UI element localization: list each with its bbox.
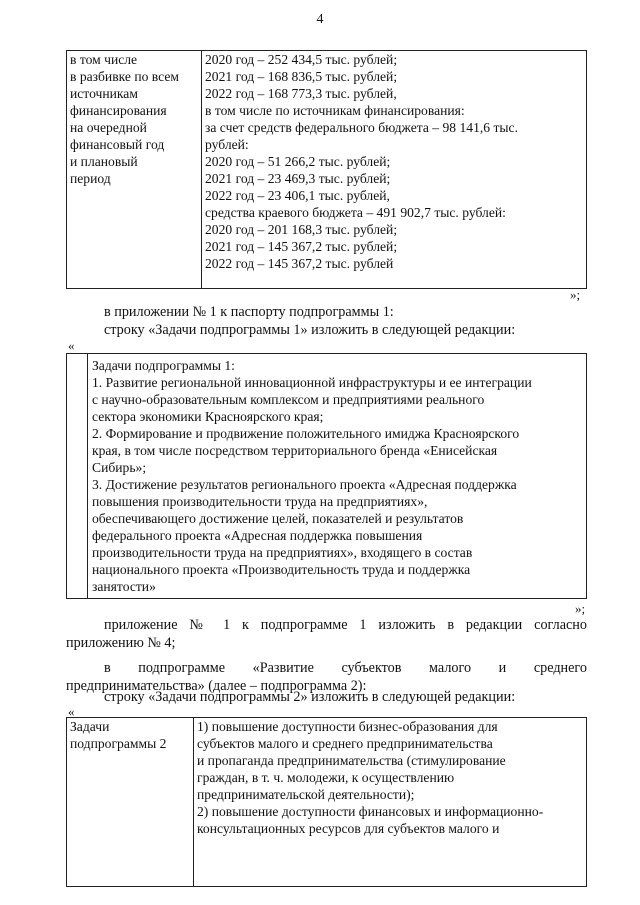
opening-quote: « (68, 338, 75, 353)
label-line: в том числе (70, 52, 138, 67)
paragraph: приложение № 1 к подпрограмме 1 изложить в редакции согласно (104, 617, 587, 633)
task-line: федерального проекта «Адресная поддержка повышения (92, 528, 423, 543)
task-line: края, в том числе посредством территориального бренда «Енисейская (92, 443, 498, 458)
tasks-table-2 (66, 717, 587, 887)
value-line: 2021 год – 168 836,5 тыс. рублей; (205, 69, 398, 84)
task-line: производительности труда на предприятиях», входящего в состав (92, 545, 473, 560)
label-line: в разбивке по всем (70, 69, 179, 84)
closing-quote: »; (575, 601, 586, 616)
paragraph: в приложении № 1 к паспорту подпрограммы 1: (104, 304, 394, 320)
tasks-value-cell (194, 718, 587, 887)
paragraph: строку «Задачи подпрограммы 1» изложить в следующей редакции: (104, 322, 516, 338)
label-line: подпрограммы 2 (70, 736, 167, 751)
empty-cell (67, 354, 88, 599)
value-line: рублей: (205, 137, 249, 152)
funding-label-cell (67, 51, 202, 289)
label-line: и плановый (70, 154, 138, 169)
tasks-label-cell (67, 718, 194, 887)
label-line: на очередной (70, 120, 147, 135)
task-line: сектора экономики Красноярского края; (92, 409, 324, 424)
tasks-cell (88, 354, 587, 599)
value-line: 2020 год – 201 168,3 тыс. рублей; (205, 222, 398, 237)
paragraph: предпринимательства» (далее – подпрограмма 2): (66, 678, 367, 694)
paragraph: в подпрограмме «Развитие субъектов малого и среднего (104, 660, 587, 676)
task-line: 3. Достижение результатов регионального проекта «Адресная поддержка (92, 477, 517, 492)
value-line: граждан, в т. ч. молодежи, к осуществлению (197, 770, 455, 785)
funding-table (66, 50, 587, 289)
value-line: 2) повышение доступности финансовых и информационно- (197, 804, 544, 819)
task-line: национального проекта «Производительность труда и поддержка (92, 562, 471, 577)
value-line: средства краевого бюджета – 491 902,7 тыс. рублей: (205, 205, 506, 220)
task-line: 1. Развитие региональной инновационной инфраструктуры и ее интеграции (92, 375, 532, 390)
value-line: 2021 год – 23 469,3 тыс. рублей; (205, 171, 391, 186)
value-line: 2020 год – 51 266,2 тыс. рублей; (205, 154, 391, 169)
opening-quote: « (68, 704, 75, 719)
funding-value-cell (202, 51, 587, 289)
page-number: 4 (316, 12, 324, 27)
tasks-table-1 (66, 353, 587, 599)
value-line: 2020 год – 252 434,5 тыс. рублей; (205, 52, 398, 67)
label-line: источникам (70, 86, 138, 101)
value-line: 2022 год – 145 367,2 тыс. рублей (205, 256, 394, 271)
task-line: обеспечивающего достижение целей, показателей и результатов (92, 511, 464, 526)
value-line: 2022 год – 23 406,1 тыс. рублей, (205, 188, 390, 203)
task-line: Задачи подпрограммы 1: (92, 358, 235, 373)
value-line: за счет средств федерального бюджета – 98 141,6 тыс. (205, 120, 518, 135)
value-line: 2021 год – 145 367,2 тыс. рублей; (205, 239, 398, 254)
value-line: консультационных ресурсов для субъектов малого и (197, 821, 500, 836)
label-line: период (70, 171, 111, 186)
task-line: Сибирь»; (92, 460, 147, 475)
value-line: субъектов малого и среднего предпринимательства (197, 736, 493, 751)
task-line: с научно-образовательным комплексом и предприятиями реального (92, 392, 485, 407)
closing-quote: »; (570, 287, 581, 302)
value-line: в том числе по источникам финансирования: (205, 103, 465, 118)
label-line: финансовый год (70, 137, 165, 152)
value-line: 2022 год – 168 773,3 тыс. рублей, (205, 86, 397, 101)
paragraph: приложению № 4; (66, 635, 176, 651)
value-line: и пропаганда предпринимательства (стимулирование (197, 753, 506, 768)
task-line: повышения производительности труда на предприятиях», (92, 494, 428, 509)
label-line: финансирования (70, 103, 167, 118)
task-line: занятости» (92, 579, 156, 594)
paragraph: строку «Задачи подпрограммы 2» изложить в следующей редакции: (104, 689, 516, 705)
task-line: 2. Формирование и продвижение положительного имиджа Красноярского (92, 426, 520, 441)
value-line: 1) повышение доступности бизнес-образования для (197, 719, 498, 734)
value-line: предпринимательской деятельности); (197, 787, 415, 802)
label-line: Задачи (70, 719, 110, 734)
